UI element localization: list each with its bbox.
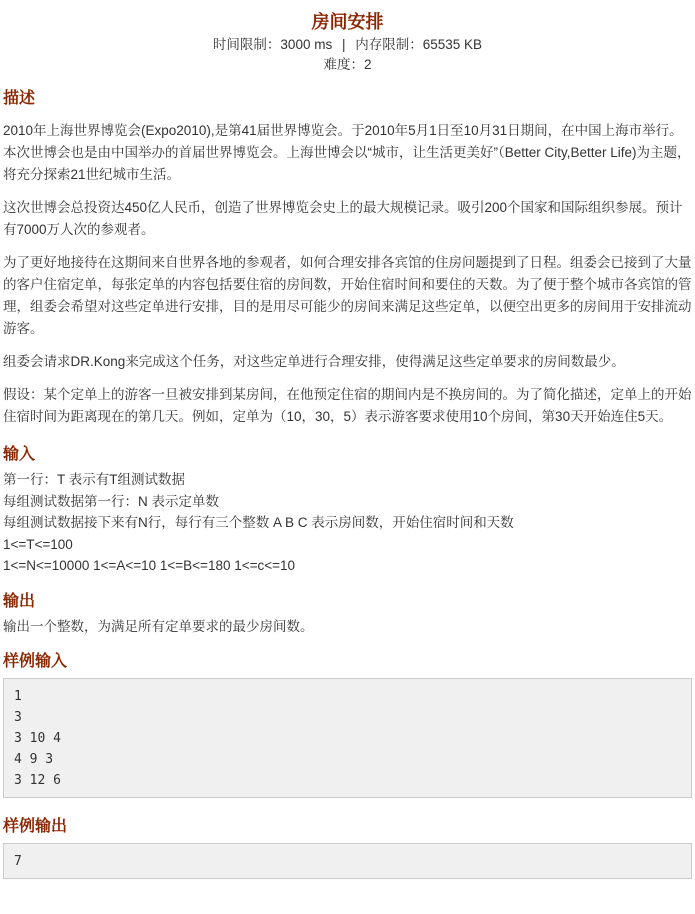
input-heading: 输入 (3, 446, 36, 463)
input-line: 每组测试数据接下来有N行，每行有三个整数 A B C 表示房间数，开始住宿时间和天数 (3, 515, 514, 530)
problem-limits (0, 35, 695, 55)
input-line: 1<=T<=100 (3, 536, 73, 552)
output-heading: 输出 (3, 592, 36, 610)
output-text: 输出一个整数，为满足所有定单要求的最少房间数。 (3, 618, 314, 634)
sample-output-line: 7 (14, 854, 22, 869)
description-paragraph: 组委会请求DR.Kong来完成这个任务，对这些定单进行合理安排，使得满足这些定单要求的房间数最少。 (3, 354, 625, 369)
sample-input-line: 4 9 3 (14, 752, 54, 767)
problem-title: 房间安排 (311, 12, 384, 32)
description-body (0, 120, 695, 428)
description-paragraph: 这次世博会总投资达450亿人民币，创造了世界博览会史上的最大规模记录。吸引200个国家和国际组织参展。预计有7000万人次的参观者。 (3, 200, 683, 237)
memory-limit: 内存限制：65535 KB (355, 37, 483, 52)
input-line: 第一行：T 表示有T组测试数据 (3, 472, 185, 487)
sample-input-line: 3 (14, 710, 22, 725)
sample-input-line: 1 (14, 689, 22, 704)
sample-output-heading: 样例输出 (3, 818, 68, 835)
input-body (0, 469, 695, 577)
description-paragraph: 假设：某个定单上的游客一旦被安排到某房间，在他预定住宿的期间内是不换房间的。为了简化描述，定单上的开始住宿时间为距离现在的第几天。例如，定单为（10，30，5）表示游客要求使用10个房间，第30天开始连住5天。 (3, 387, 692, 424)
sample-input-line: 3 10 4 (14, 731, 61, 746)
problem-header (0, 0, 695, 75)
description-heading: 描述 (3, 90, 36, 107)
output-body (0, 616, 695, 638)
sample-input-line: 3 12 6 (14, 773, 61, 788)
limits-separator: | (341, 37, 346, 52)
time-limit: 时间限制：3000 ms (212, 37, 333, 52)
input-line: 每组测试数据第一行：N 表示定单数 (3, 493, 219, 509)
input-line: 1<=N<=10000 1<=A<=10 1<=B<=180 1<=c<=10 (3, 558, 296, 573)
difficulty: 难度：2 (323, 57, 372, 72)
description-paragraph: 2010年上海世界博览会(Expo2010),是第41届世界博览会。于2010年5月1日至10月31日期间，在中国上海市举行。本次世博会也是由中国举办的首届世界博览会。上海世博会以“城市，让生活更美好”（Better City,Better Life)为主题，将充分探索21世纪城市生活。 (3, 123, 691, 182)
sample-input-block (3, 678, 692, 798)
description-paragraph: 为了更好地接待在这期间来自世界各地的参观者，如何合理安排各宾馆的住房问题提到了日程。组委会已接到了大量的客户住宿定单，每张定单的内容包括要住宿的房间数，开始住宿时间和要住的天数。为了便于整个城市各宾馆的管理，组委会希望对这些定单进行安排，目的是用尽可能少的房间来满足这些定单，以便空出更多的房间用于安排流动游客。 (3, 255, 692, 336)
sample-input-heading: 样例输入 (3, 653, 68, 670)
sample-output-block (3, 843, 692, 879)
